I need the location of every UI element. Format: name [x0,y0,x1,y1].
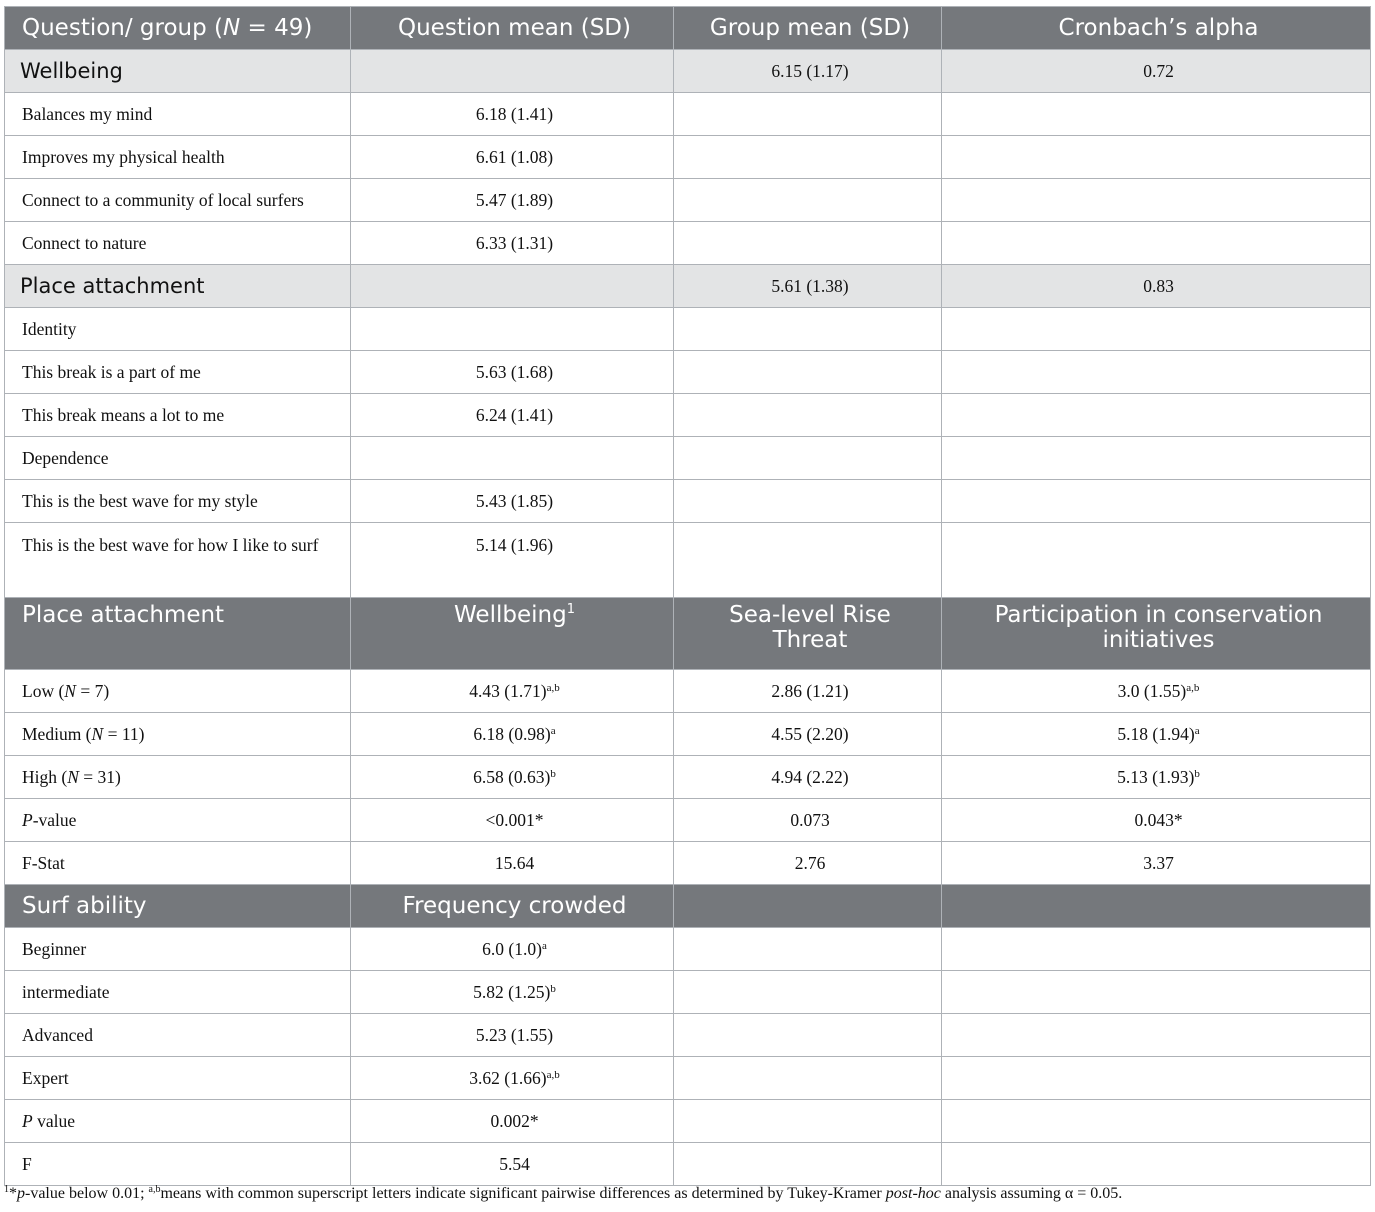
crowded-value: 6.0 $(1.0)^a$ [351,928,674,971]
header-wellbeing: Wellbeing$^1$ [351,598,674,670]
question-mean: 6.18 (1.41) [351,93,674,136]
header-question-group: Question/ group (N = 49) [5,7,351,50]
header-row-surf-ability [5,885,1371,928]
table-row [5,1014,1371,1057]
crowded-value: 3.62 $(1.66)^{a,b}$ [351,1057,674,1100]
ability-label: Advanced [5,1014,351,1057]
table-row [5,971,1371,1014]
conservation-p: 0.043* [942,799,1371,842]
group-row-wellbeing [5,50,1371,93]
group-label: Wellbeing [5,50,351,93]
conservation-f: 3.37 [942,842,1371,885]
table-row [5,179,1371,222]
question-label: This is the best wave for my style [5,480,351,523]
table-row [5,136,1371,179]
wellbeing-value: 6.18 $(0.98)^a$ [351,713,674,756]
ability-label: Expert [5,1057,351,1100]
header-row-anova [5,598,1371,670]
table-row [5,756,1371,799]
conservation-value: 5.13 $(1.93)^b$ [942,756,1371,799]
cronbach-alpha: 0.83 [942,265,1371,308]
question-mean: 6.24 (1.41) [351,394,674,437]
subgroup-label: Identity [5,308,351,351]
question-mean: 5.43 (1.85) [351,480,674,523]
question-label: This break is a part of me [5,351,351,394]
header-question-mean: Question mean (SD) [351,7,674,50]
table-row [5,670,1371,713]
ability-label: Beginner [5,928,351,971]
header-frequency-crowded: Frequency crowded [351,885,674,928]
p-value-row [5,799,1371,842]
header-surf-ability: Surf ability [5,885,351,928]
header-cronbach-alpha: Cronbach’s alpha [942,7,1371,50]
table-row [5,928,1371,971]
table-row [5,480,1371,523]
table-footnote: $^1$*p-value below 0.01; $^{a,b}$means with common superscript letters indicate significant pairwise differences as determined by Tukey-Kramer post-hoc analysis assuming α = 0.05. [4,1184,1123,1202]
p-value-row [5,1100,1371,1143]
header-row-questions [5,7,1371,50]
p-value-label: P value [5,1100,351,1143]
question-label: This is the best wave for how I like to surf [5,523,351,598]
p-value-label: P-value [5,799,351,842]
table-row [5,93,1371,136]
conservation-value: 3.0 $(1.55)^{a,b}$ [942,670,1371,713]
slr-f: 2.76 [674,842,942,885]
question-mean: 5.63 (1.68) [351,351,674,394]
results-table [4,6,1371,1186]
table-row [5,394,1371,437]
conservation-value: 5.18 $(1.94)^a$ [942,713,1371,756]
slr-value: 4.94 (2.22) [674,756,942,799]
group-label: Place attachment [5,265,351,308]
question-label: Connect to a community of local surfers [5,179,351,222]
group-mean: 6.15 (1.17) [674,50,942,93]
level-label: High (N = 31) [5,756,351,799]
subgroup-row-identity [5,308,1371,351]
crowded-value: 5.82 $(1.25)^b$ [351,971,674,1014]
table-row [5,1057,1371,1100]
wellbeing-value: 6.58 $(0.63)^b$ [351,756,674,799]
question-label: Connect to nature [5,222,351,265]
crowded-value: 5.23 (1.55) [351,1014,674,1057]
subgroup-label: Dependence [5,437,351,480]
question-label: This break means a lot to me [5,394,351,437]
table-row [5,523,1371,598]
level-label: Medium (N = 11) [5,713,351,756]
f-stat-row [5,842,1371,885]
wellbeing-value: 4.43 $(1.71)^{a,b}$ [351,670,674,713]
ability-label: intermediate [5,971,351,1014]
question-mean: 5.47 (1.89) [351,179,674,222]
question-label: Improves my physical health [5,136,351,179]
f-label: F [5,1143,351,1186]
question-mean: 6.33 (1.31) [351,222,674,265]
question-mean: 5.14 (1.96) [351,523,674,598]
wellbeing-p: <0.001* [351,799,674,842]
header-place-attachment: Place attachment [5,598,351,670]
table-row [5,713,1371,756]
crowded-f: 5.54 [351,1143,674,1186]
crowded-p: 0.002* [351,1100,674,1143]
question-mean: 6.61 (1.08) [351,136,674,179]
slr-value: 2.86 (1.21) [674,670,942,713]
f-stat-row [5,1143,1371,1186]
table-row [5,351,1371,394]
question-label: Balances my mind [5,93,351,136]
slr-value: 4.55 (2.20) [674,713,942,756]
f-stat-label: F-Stat [5,842,351,885]
header-sea-level-rise: Sea-level Rise Threat [674,598,942,670]
wellbeing-f: 15.64 [351,842,674,885]
slr-p: 0.073 [674,799,942,842]
cronbach-alpha: 0.72 [942,50,1371,93]
group-mean: 5.61 (1.38) [674,265,942,308]
header-group-mean: Group mean (SD) [674,7,942,50]
level-label: Low (N = 7) [5,670,351,713]
header-conservation: Participation in conservation initiatives [942,598,1371,670]
group-row-place-attachment [5,265,1371,308]
subgroup-row-dependence [5,437,1371,480]
table-row [5,222,1371,265]
